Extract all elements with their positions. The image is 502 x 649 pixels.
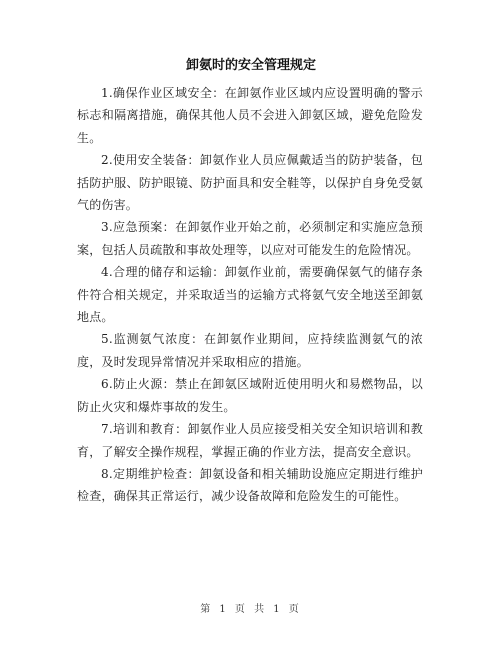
document-title: 卸氨时的安全管理规定 (185, 58, 316, 73)
paragraph-3: 3.应急预案：在卸氨作业开始之前，必须制定和实施应急预案，包括人员疏散和事故处理等，以应对可能发生的危险情况。 (77, 220, 423, 257)
paragraph-4: 4.合理的储存和运输：卸氨作业前，需要确保氨气的储存条件符合相关规定，并采取适当的运输方式将氨气安全地送至卸氨地点。 (77, 265, 423, 325)
paragraph-7: 7.培训和教育：卸氨作业人员应接受相关安全知识培训和教育，了解安全操作规程，掌握正确的作业方法，提高安全意识。 (77, 422, 423, 459)
paragraph-1: 1.确保作业区域安全：在卸氨作业区域内应设置明确的警示标志和隔离措施，确保其他人员不会进入卸氨区域，避免危险发生。 (77, 86, 423, 145)
paragraph-2: 2.使用安全装备：卸氨作业人员应佩戴适当的防护装备，包括防护服、防护眼镜、防护面具和安全鞋等，以保护自身免受氨气的伤害。 (77, 153, 423, 213)
paragraph-5: 5.监测氨气浓度：在卸氨作业期间，应持续监测氨气的浓度，及时发现异常情况并采取相应的措施。 (77, 332, 423, 369)
paragraph-6: 6.防止火源：禁止在卸氨区域附近使用明火和易燃物品，以防止火灾和爆炸事故的发生。 (77, 377, 423, 414)
paragraph-8: 8.定期维护检查：卸氨设备和相关辅助设施应定期进行维护检查，确保其正常运行，减少设备故障和危险发生的可能性。 (77, 466, 423, 504)
page-number-footer: 第 1 页 共 1 页 (200, 604, 302, 615)
document-body (77, 82, 423, 508)
